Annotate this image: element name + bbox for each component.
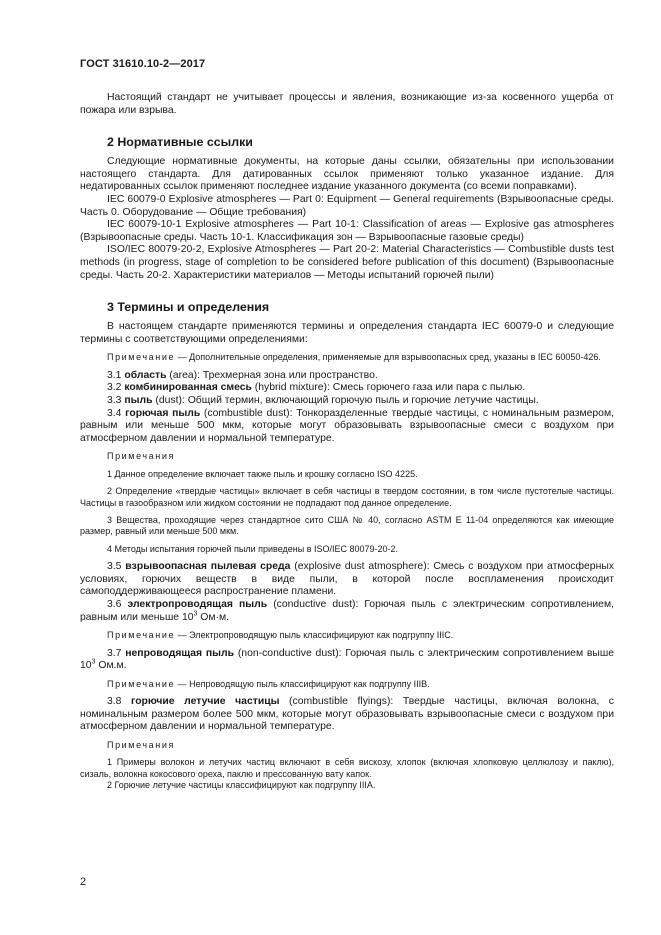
term-definition: (area): Трехмерная зона или пространство. [166,369,378,381]
term-name: горючая пыль [125,407,201,419]
term-name: горючие летучие частицы [131,696,280,708]
term-definition: (non-conductive dust): Горючая пыль с электрическим сопротивлением выше 10 [80,647,614,672]
term-name: комбинированная смесь [124,382,252,394]
term-number: 3.4 [107,407,126,419]
term-definition: (conductive dust): Горючая пыль с электрическим сопротивлением, равным или меньше 10 [80,598,614,623]
term-definition: (combustible flyings): Твердые частицы, включая волокна, с номинальным размером более 500 мкм, которые могут образовывать взрывоопасные смеси с воздухом при атмосферном давлении и нормальной температуре. [80,696,614,733]
term-definition: (explosive dust atmosphere): Смесь с воздухом при атмосферных условиях, горючих веществ в виде пыли, в которой после воспламенения происходит самоподдерживающееся распространение пламени. [80,561,614,598]
term-number: 3.7 [107,647,126,659]
intro-paragraph: Настоящий стандарт не учитывает процессы и явления, возникающие из-за косвенного ущерба от пожара или взрыва. [80,92,614,116]
section-2-intro: Следующие нормативные документы, на которые даны ссылки, обязательны при использовании настоящего стандарта. Для датированных ссылок применяют только указанное издание. Для недатированных ссылок применяют последнее издание указанного документа (со всеми поправками). [80,156,614,193]
term-name: электропроводящая пыль [127,598,268,610]
section-3-intro: В настоящем стандарте применяются термины и определения стандарта IEC 60079-0 и следующие термины с соответствующими определениями: [80,321,614,345]
document-header: ГОСТ 31610.10-2—2017 [80,58,206,70]
section-2-title: 2 Нормативные ссылки [107,135,253,150]
reference-item: IEC 60079-0 Explosive atmospheres — Part 0: Equipment — General requirements (Взрывоопасные среды. Часть 0. Оборудование — Общие требования) [80,193,614,218]
term-number: 3.3 [107,394,125,406]
notes-title: Примечания [107,451,175,462]
note-text: — Дополнительные определения, применяемые для взрывоопасных сред, указаны в IEC 60050-426. [175,352,601,363]
section-3-title: 3 Термины и определения [107,300,270,315]
page-number: 2 [80,876,87,888]
term-3-5 [80,561,614,599]
term-definition: (combustible dust): Тонкоразделенные твердые частицы, с номинальным размером, равным или меньше 500 мкм, которые могут образовывать взрывоопасные смеси с воздухом при атмосферном давлении и нормальной температуре. [80,407,614,444]
term-3-6 [80,599,614,624]
term-3-2 [80,382,614,395]
note-label: Примечание [107,630,176,641]
unit: Ом·м. [197,611,230,623]
exponent: 3 [193,610,198,618]
note-3-6 [80,630,614,641]
term-number: 3.5 [107,561,126,573]
note-label: Примечание [107,352,176,363]
note-text: — Электропроводящую пыль классифицируют как подгруппу IIIC. [175,630,454,641]
notes-title: Примечания [107,739,175,750]
note-3-7 [80,679,614,690]
note-item: 1 Данное определение включает также пыль и крошку согласно ISO 4225. [107,468,418,479]
term-number: 3.8 [107,696,132,708]
term-3-3 [80,395,614,408]
note-item: 3 Вещества, проходящие через стандартное сито США № 40, согласно ASTM E 11-04 определяются как имеющие размер, равный или меньше 500 мкм. [80,514,614,537]
term-number: 3.2 [107,382,125,394]
term-name: непроводящая пыль [125,647,235,659]
term-number: 3.6 [107,598,128,610]
term-3-1 [80,370,614,383]
note-text: — Непроводящую пыль классифицируют как подгруппу IIIB. [175,678,430,689]
term-name: область [124,369,167,381]
reference-item: ISO/IEC 80079-20-2, Explosive Atmospheres — Part 20-2: Material Characteristics — Combustible dusts test methods (in progress, stage of completion to be considered before publication of this document) (Взрывоопасные среды. Часть 20-2. Характеристики материалов — Методы испытаний горючей пыли) [80,244,614,281]
note-item: 4 Методы испытания горючей пыли приведены в ISO/IEC 80079-20-2. [107,543,399,554]
term-3-7 [80,648,614,673]
document-body [80,92,614,792]
note-item: 2 Горючие летучие частицы классифицируют как подгруппу IIIA. [107,780,376,791]
note-item: 2 Определение «твердые частицы» включает в себя частицы в твердом состоянии, в том числе пустотелые частицы. Частицы в газообразном или жидком состоянии не подпадают под данное определение. [80,486,614,508]
note-intro [80,352,614,363]
term-3-8 [80,696,614,734]
term-number: 3.1 [107,369,125,381]
term-name: взрывоопасная пылевая среда [125,561,291,573]
term-name: пыль [124,394,153,406]
note-label: Примечание [107,678,176,689]
unit: Ом.м. [95,660,127,672]
note-item: 1 Примеры волокон и летучих частиц включают в себя вискозу, хлопок (включая хлопковую целлюлозу и паклю), сизаль, волокна кокосового ореха, паклю и прессованную вату капок. [80,757,614,779]
term-definition: (dust): Общий термин, включающий горючую пыль и горючие летучие частицы. [152,394,539,406]
term-3-4 [80,408,614,446]
reference-item: IEC 60079-10-1 Explosive atmospheres — Part 10-1: Classification of areas — Explosive gas atmospheres (Взрывоопасные среды. Часть 10-1. Классификация зон — Взрывоопасные газовые среды) [80,219,614,243]
term-definition: (hybrid mixture): Смесь горючего газа или пара с пылью. [251,382,526,394]
exponent: 3 [91,658,96,666]
